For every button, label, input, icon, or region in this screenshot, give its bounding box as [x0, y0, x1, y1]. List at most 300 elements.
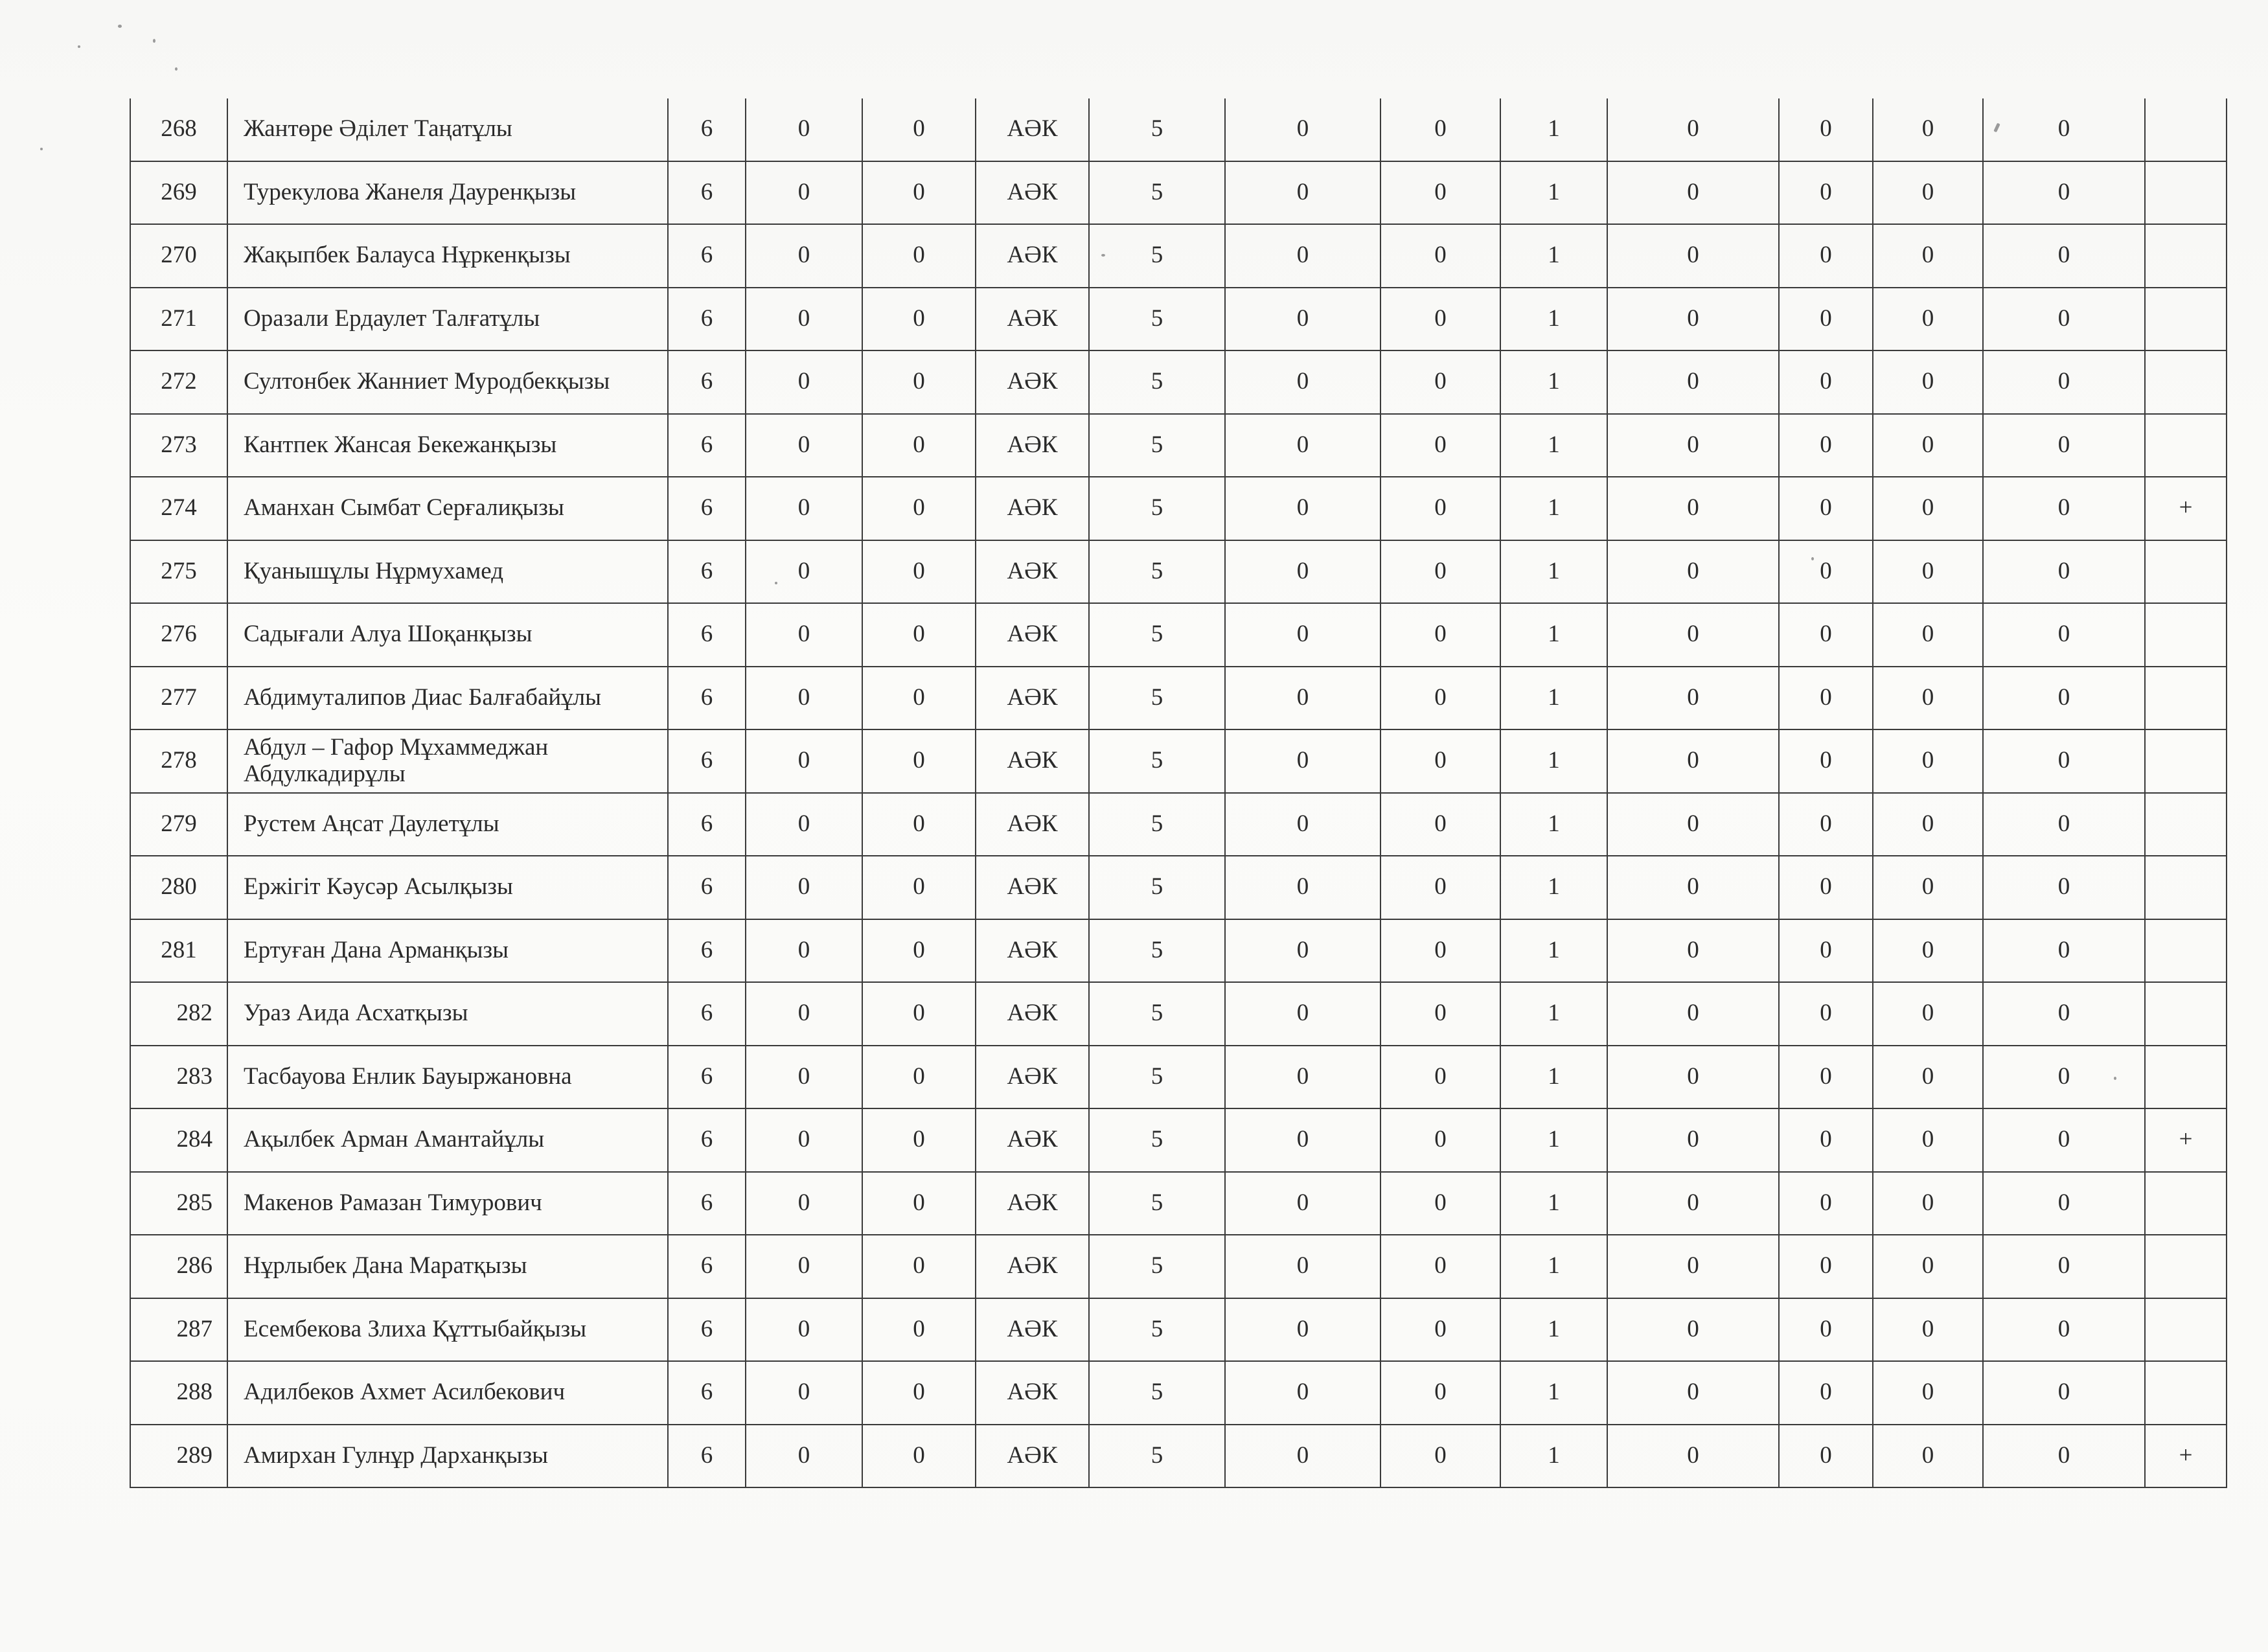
row-number: 270: [130, 224, 227, 288]
language-cell: АӘК: [976, 729, 1089, 793]
table-body: [130, 98, 2227, 1487]
score-cell: 5: [1089, 288, 1225, 351]
score-cell: 0: [1983, 793, 2145, 856]
score-cell: 0: [1607, 919, 1779, 983]
score-cell: 0: [1873, 856, 1983, 919]
score-cell: 1: [1500, 1235, 1607, 1298]
score-cell: 0: [1607, 729, 1779, 793]
language-cell: АӘК: [976, 856, 1089, 919]
score-cell: 0: [1607, 477, 1779, 540]
score-cell: 6: [668, 540, 746, 604]
score-cell: 0: [1779, 1172, 1873, 1235]
score-cell: 0: [1607, 288, 1779, 351]
language-cell: АӘК: [976, 477, 1089, 540]
table-row: [130, 982, 2227, 1046]
row-number: 272: [130, 350, 227, 414]
score-cell: 0: [1225, 1046, 1380, 1109]
score-cell: 0: [1380, 1108, 1500, 1172]
language-cell: АӘК: [976, 919, 1089, 983]
score-cell: 0: [1380, 477, 1500, 540]
score-cell: 0: [1225, 477, 1380, 540]
score-cell: 0: [862, 603, 976, 667]
score-cell: 0: [1983, 1046, 2145, 1109]
table-row: [130, 161, 2227, 225]
score-cell: 0: [1779, 603, 1873, 667]
score-cell: 5: [1089, 729, 1225, 793]
student-name: [227, 729, 668, 793]
score-cell: 1: [1500, 477, 1607, 540]
score-cell: 0: [1873, 224, 1983, 288]
score-cell: 0: [1779, 667, 1873, 730]
scan-speck: [775, 582, 777, 584]
row-number: 276: [130, 603, 227, 667]
score-cell: 0: [746, 856, 862, 919]
table-row: [130, 1298, 2227, 1362]
score-cell: 0: [746, 98, 862, 161]
score-cell: 0: [746, 667, 862, 730]
score-cell: 1: [1500, 603, 1607, 667]
language-cell: АӘК: [976, 1235, 1089, 1298]
score-cell: 0: [1607, 1298, 1779, 1362]
score-cell: 0: [1983, 919, 2145, 983]
score-cell: 0: [1607, 224, 1779, 288]
score-cell: 6: [668, 98, 746, 161]
score-cell: 0: [1607, 603, 1779, 667]
score-cell: 0: [1983, 161, 2145, 225]
table-row: [130, 98, 2227, 161]
score-cell: 1: [1500, 414, 1607, 477]
scan-speck: [1101, 254, 1105, 257]
score-cell: 0: [1225, 350, 1380, 414]
score-cell: 0: [746, 1046, 862, 1109]
score-cell: 1: [1500, 919, 1607, 983]
score-cell: 0: [862, 224, 976, 288]
row-number: 283: [130, 1046, 227, 1109]
student-name: Абдимуталипов Диас Балғабайұлы: [227, 667, 668, 730]
score-cell: 0: [1873, 98, 1983, 161]
score-cell: 0: [1607, 350, 1779, 414]
score-cell: 5: [1089, 540, 1225, 604]
scan-speck: [78, 45, 80, 48]
score-cell: 0: [1983, 98, 2145, 161]
score-cell: 1: [1500, 224, 1607, 288]
score-cell: 6: [668, 1172, 746, 1235]
table-row: [130, 477, 2227, 540]
score-cell: 0: [1873, 1046, 1983, 1109]
student-results-table: [130, 98, 2227, 1488]
score-cell: 0: [1607, 1425, 1779, 1488]
score-cell: 0: [1225, 1298, 1380, 1362]
score-cell: 0: [1380, 1425, 1500, 1488]
table-row: [130, 1361, 2227, 1425]
score-cell: 0: [1607, 540, 1779, 604]
scan-speck: [153, 39, 155, 43]
score-cell: 0: [1873, 161, 1983, 225]
score-cell: 0: [746, 414, 862, 477]
score-cell: 0: [1779, 224, 1873, 288]
language-cell: АӘК: [976, 793, 1089, 856]
score-cell: 5: [1089, 1298, 1225, 1362]
student-name: Султонбек Жанниет Муродбекқызы: [227, 350, 668, 414]
mark-cell: +: [2145, 1425, 2227, 1488]
language-cell: АӘК: [976, 350, 1089, 414]
score-cell: 0: [746, 1172, 862, 1235]
row-number: 281: [130, 919, 227, 983]
language-cell: АӘК: [976, 603, 1089, 667]
score-cell: 0: [1607, 1361, 1779, 1425]
student-name: Турекулова Жанеля Дауренқызы: [227, 161, 668, 225]
score-cell: 6: [668, 1046, 746, 1109]
table-row: [130, 919, 2227, 983]
score-cell: 6: [668, 224, 746, 288]
score-cell: 0: [1225, 982, 1380, 1046]
mark-cell: [2145, 1235, 2227, 1298]
mark-cell: [2145, 919, 2227, 983]
student-name: Макенов Рамазан Тимурович: [227, 1172, 668, 1235]
score-cell: 1: [1500, 1425, 1607, 1488]
table-row: [130, 1425, 2227, 1488]
score-cell: 0: [1779, 477, 1873, 540]
language-cell: АӘК: [976, 1108, 1089, 1172]
table-row: [130, 1046, 2227, 1109]
score-cell: 5: [1089, 1172, 1225, 1235]
language-cell: АӘК: [976, 667, 1089, 730]
score-cell: 0: [1225, 1172, 1380, 1235]
student-name: Оразали Ердаулет Талғатұлы: [227, 288, 668, 351]
row-number: 286: [130, 1235, 227, 1298]
mark-cell: +: [2145, 477, 2227, 540]
score-cell: 0: [1225, 1361, 1380, 1425]
score-cell: 5: [1089, 856, 1225, 919]
score-cell: 0: [862, 982, 976, 1046]
score-cell: 0: [1983, 477, 2145, 540]
score-cell: 0: [1983, 1108, 2145, 1172]
score-cell: 6: [668, 919, 746, 983]
student-name: Рустем Аңсат Даулетұлы: [227, 793, 668, 856]
score-cell: 0: [1225, 1425, 1380, 1488]
student-name: Ертуған Дана Арманқызы: [227, 919, 668, 983]
score-cell: 6: [668, 856, 746, 919]
score-cell: 0: [746, 1108, 862, 1172]
table-row: [130, 224, 2227, 288]
row-number: 277: [130, 667, 227, 730]
score-cell: 5: [1089, 1425, 1225, 1488]
score-cell: 0: [1983, 856, 2145, 919]
score-cell: 0: [746, 603, 862, 667]
score-cell: 0: [1380, 1046, 1500, 1109]
score-cell: 5: [1089, 1108, 1225, 1172]
score-cell: 1: [1500, 288, 1607, 351]
score-cell: 6: [668, 350, 746, 414]
score-cell: 0: [1779, 1298, 1873, 1362]
student-name-line: Абдул – Гафор Мұхаммеджан: [244, 734, 549, 761]
score-cell: 0: [1607, 161, 1779, 225]
scan-speck: [1811, 557, 1814, 560]
score-cell: 0: [1873, 477, 1983, 540]
student-name: Нұрлыбек Дана Маратқызы: [227, 1235, 668, 1298]
score-cell: 0: [862, 98, 976, 161]
score-cell: 1: [1500, 667, 1607, 730]
score-cell: 0: [1873, 1108, 1983, 1172]
score-cell: 0: [862, 1172, 976, 1235]
student-name: Ураз Аида Асхатқызы: [227, 982, 668, 1046]
score-cell: 0: [1225, 603, 1380, 667]
score-cell: 0: [1225, 729, 1380, 793]
score-cell: 1: [1500, 856, 1607, 919]
student-name: Аманхан Сымбат Серғалиқызы: [227, 477, 668, 540]
score-cell: 0: [1225, 414, 1380, 477]
row-number: 280: [130, 856, 227, 919]
score-cell: 6: [668, 161, 746, 225]
score-cell: 0: [1983, 224, 2145, 288]
student-name: Кантпек Жансая Бекежанқызы: [227, 414, 668, 477]
row-number: 274: [130, 477, 227, 540]
mark-cell: [2145, 1046, 2227, 1109]
row-number: 273: [130, 414, 227, 477]
language-cell: АӘК: [976, 414, 1089, 477]
score-cell: 0: [862, 667, 976, 730]
score-cell: 0: [1380, 98, 1500, 161]
score-cell: 1: [1500, 1108, 1607, 1172]
score-cell: 0: [1380, 414, 1500, 477]
score-cell: 6: [668, 603, 746, 667]
score-cell: 5: [1089, 1235, 1225, 1298]
score-cell: 0: [1873, 982, 1983, 1046]
language-cell: АӘК: [976, 540, 1089, 604]
mark-cell: [2145, 161, 2227, 225]
mark-cell: [2145, 540, 2227, 604]
score-cell: 0: [1983, 729, 2145, 793]
score-cell: 0: [862, 729, 976, 793]
score-cell: 0: [1983, 1172, 2145, 1235]
score-cell: 0: [1225, 224, 1380, 288]
score-cell: 0: [862, 161, 976, 225]
mark-cell: [2145, 414, 2227, 477]
score-cell: 0: [746, 161, 862, 225]
score-cell: 0: [746, 982, 862, 1046]
language-cell: АӘК: [976, 1046, 1089, 1109]
score-cell: 0: [746, 288, 862, 351]
score-cell: 6: [668, 1235, 746, 1298]
score-cell: 0: [1380, 540, 1500, 604]
row-number: 285: [130, 1172, 227, 1235]
table-row: [130, 667, 2227, 730]
score-cell: 0: [1873, 729, 1983, 793]
row-number: 268: [130, 98, 227, 161]
score-cell: 0: [1607, 98, 1779, 161]
language-cell: АӘК: [976, 224, 1089, 288]
score-cell: 0: [746, 919, 862, 983]
score-cell: 0: [746, 540, 862, 604]
score-cell: 0: [1380, 667, 1500, 730]
score-cell: 1: [1500, 1298, 1607, 1362]
score-cell: 0: [862, 1108, 976, 1172]
student-name: Қуанышұлы Нұрмухамед: [227, 540, 668, 604]
mark-cell: [2145, 793, 2227, 856]
score-cell: 0: [862, 414, 976, 477]
score-cell: 5: [1089, 793, 1225, 856]
score-cell: 1: [1500, 1172, 1607, 1235]
score-cell: 0: [1779, 1361, 1873, 1425]
score-cell: 5: [1089, 98, 1225, 161]
score-cell: 0: [1983, 603, 2145, 667]
row-number: 279: [130, 793, 227, 856]
score-cell: 0: [1779, 414, 1873, 477]
score-cell: 0: [1380, 856, 1500, 919]
score-cell: 0: [1607, 982, 1779, 1046]
score-cell: 0: [1779, 1235, 1873, 1298]
mark-cell: [2145, 1172, 2227, 1235]
table-row: [130, 1108, 2227, 1172]
language-cell: АӘК: [976, 98, 1089, 161]
student-name: Тасбауова Енлик Бауыржановна: [227, 1046, 668, 1109]
score-cell: 5: [1089, 667, 1225, 730]
score-cell: 0: [1380, 1298, 1500, 1362]
row-number: 289: [130, 1425, 227, 1488]
score-cell: 0: [862, 540, 976, 604]
table-row: [130, 1172, 2227, 1235]
score-cell: 1: [1500, 729, 1607, 793]
score-cell: 0: [1225, 1235, 1380, 1298]
score-cell: 0: [1779, 161, 1873, 225]
score-cell: 5: [1089, 477, 1225, 540]
table-row: [130, 288, 2227, 351]
score-cell: 0: [746, 1235, 862, 1298]
score-cell: 0: [1380, 1172, 1500, 1235]
scan-speck: [175, 67, 178, 71]
row-number: 271: [130, 288, 227, 351]
score-cell: 0: [1380, 1361, 1500, 1425]
mark-cell: [2145, 1298, 2227, 1362]
table-row: [130, 350, 2227, 414]
score-cell: 0: [1779, 793, 1873, 856]
score-cell: 0: [1779, 856, 1873, 919]
score-cell: 0: [1380, 1235, 1500, 1298]
score-cell: 0: [1983, 667, 2145, 730]
student-name-line: Абдулкадирұлы: [244, 760, 406, 787]
table-row: [130, 603, 2227, 667]
score-cell: 1: [1500, 350, 1607, 414]
row-number: 278: [130, 729, 227, 793]
language-cell: АӘК: [976, 288, 1089, 351]
score-cell: 6: [668, 667, 746, 730]
score-cell: 0: [1607, 1172, 1779, 1235]
score-cell: 0: [1225, 856, 1380, 919]
score-cell: 0: [746, 477, 862, 540]
score-cell: 0: [1380, 793, 1500, 856]
score-cell: 6: [668, 477, 746, 540]
score-cell: 1: [1500, 540, 1607, 604]
scan-speck: [118, 25, 122, 28]
score-cell: 0: [1983, 1298, 2145, 1362]
score-cell: 0: [1380, 603, 1500, 667]
score-cell: 0: [1873, 667, 1983, 730]
student-name: Ақылбек Арман Амантайұлы: [227, 1108, 668, 1172]
score-cell: 0: [862, 793, 976, 856]
score-cell: 0: [1873, 1298, 1983, 1362]
score-cell: 1: [1500, 161, 1607, 225]
score-cell: 0: [862, 1046, 976, 1109]
student-name: Амирхан Гулнұр Дарханқызы: [227, 1425, 668, 1488]
score-cell: 0: [1225, 288, 1380, 351]
score-cell: 5: [1089, 224, 1225, 288]
score-cell: 0: [1779, 1108, 1873, 1172]
score-cell: 0: [1380, 224, 1500, 288]
score-cell: 0: [1225, 1108, 1380, 1172]
row-number: 269: [130, 161, 227, 225]
score-cell: 0: [1607, 667, 1779, 730]
score-cell: 6: [668, 729, 746, 793]
score-cell: 0: [1873, 350, 1983, 414]
score-cell: 0: [1983, 540, 2145, 604]
score-cell: 0: [1779, 1425, 1873, 1488]
score-cell: 5: [1089, 603, 1225, 667]
score-cell: 0: [1380, 161, 1500, 225]
score-cell: 6: [668, 793, 746, 856]
score-cell: 0: [862, 856, 976, 919]
score-cell: 0: [1779, 729, 1873, 793]
score-cell: 0: [1380, 288, 1500, 351]
score-cell: 0: [1873, 540, 1983, 604]
score-cell: 0: [1607, 856, 1779, 919]
student-name: Жантөре Әділет Таңатұлы: [227, 98, 668, 161]
score-cell: 0: [862, 919, 976, 983]
table-row: [130, 1235, 2227, 1298]
language-cell: АӘК: [976, 1361, 1089, 1425]
score-cell: 0: [1607, 793, 1779, 856]
score-cell: 0: [1983, 1361, 2145, 1425]
score-cell: 0: [1873, 603, 1983, 667]
score-cell: 0: [1607, 1108, 1779, 1172]
mark-cell: [2145, 729, 2227, 793]
language-cell: АӘК: [976, 161, 1089, 225]
score-cell: 6: [668, 414, 746, 477]
score-cell: 5: [1089, 982, 1225, 1046]
mark-cell: [2145, 224, 2227, 288]
score-cell: 6: [668, 1108, 746, 1172]
score-cell: 6: [668, 1298, 746, 1362]
scan-speck: [2114, 1077, 2116, 1080]
student-name: Адилбеков Ахмет Асилбекович: [227, 1361, 668, 1425]
score-cell: 0: [1873, 793, 1983, 856]
student-name: Есембекова Злиха Құттыбайқызы: [227, 1298, 668, 1362]
score-cell: 0: [862, 1235, 976, 1298]
score-cell: 1: [1500, 98, 1607, 161]
scan-speck: [40, 148, 43, 150]
score-cell: 6: [668, 982, 746, 1046]
score-cell: 0: [746, 1425, 862, 1488]
score-cell: 1: [1500, 982, 1607, 1046]
mark-cell: [2145, 288, 2227, 351]
score-cell: 0: [1380, 919, 1500, 983]
score-cell: 0: [862, 288, 976, 351]
score-cell: 0: [746, 793, 862, 856]
student-name: Жақыпбек Балауса Нұркенқызы: [227, 224, 668, 288]
score-cell: 0: [1873, 1361, 1983, 1425]
score-cell: 0: [1983, 350, 2145, 414]
score-cell: 0: [1983, 982, 2145, 1046]
score-cell: 0: [1225, 98, 1380, 161]
score-cell: 5: [1089, 1046, 1225, 1109]
score-cell: 0: [1983, 414, 2145, 477]
score-cell: 0: [1983, 288, 2145, 351]
score-cell: 0: [1225, 667, 1380, 730]
table-row: [130, 540, 2227, 604]
language-cell: АӘК: [976, 1172, 1089, 1235]
score-cell: 0: [862, 1425, 976, 1488]
score-cell: 5: [1089, 161, 1225, 225]
score-cell: 0: [1380, 729, 1500, 793]
